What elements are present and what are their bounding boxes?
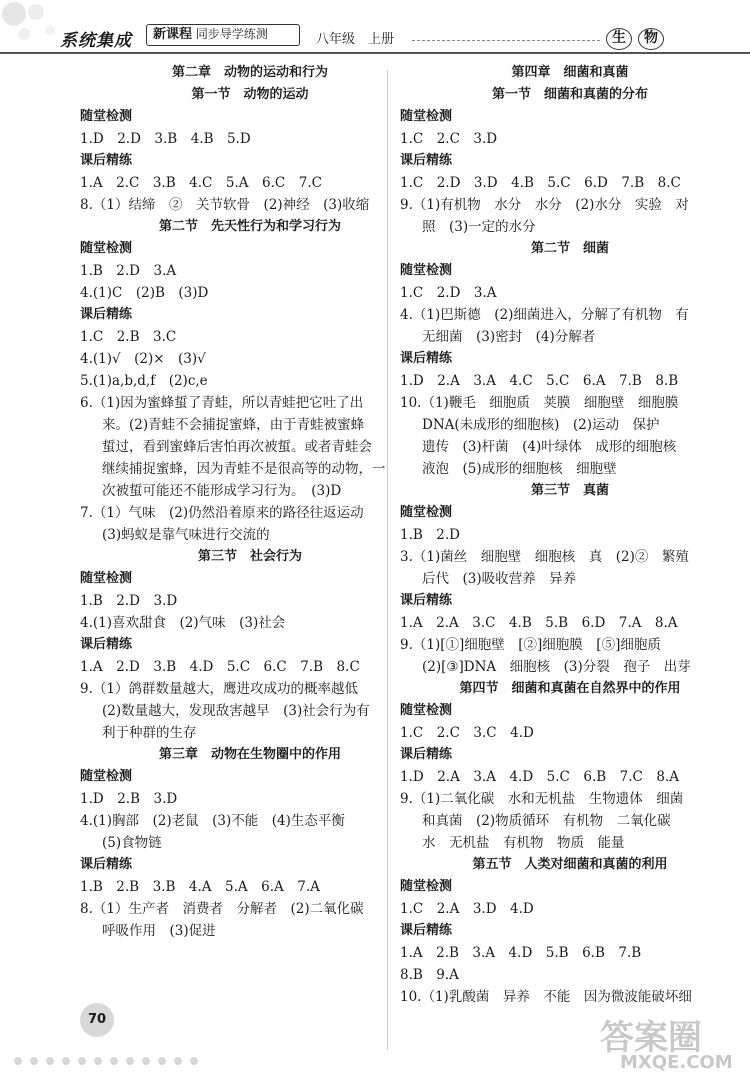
answer-line: 5.(1)a,b,d,f (2)c,e [80,373,208,389]
watermark-logo: 答案圈 [600,1018,702,1058]
answer-line: 1.C 2.D 3.D 4.B 5.C 6.D 7.B 8.C [400,175,681,191]
subsection-label: 课后精练 [80,307,133,322]
answer-line: 1.C 2.B 3.C [80,329,177,345]
subsection-label: 课后精练 [400,747,453,762]
answer-line: 3.（1)菌丝 细胞壁 细胞核 真 (2)② 繁殖 [400,549,689,565]
subsection-label: 随堂检测 [80,109,133,124]
subsection-label: 随堂检测 [400,879,453,894]
answer-line: 4.（1)巴斯德 (2)细菌进入，分解了有机物 有 [400,307,689,323]
answer-line-continued: 液泡 (5)成形的细胞核 细胞壁 [422,461,617,477]
section-heading: 第一节 细菌和真菌的分布 [491,87,648,102]
grade-label: 八年级 上册 [316,32,395,47]
answer-line-continued: 次被蜇可能还不能形成学习行为。 (3)D [102,483,342,499]
answer-line: 1.D 2.D 3.B 4.B 5.D [80,131,251,147]
answer-line: 1.C 2.A 3.D 4.D [400,901,534,917]
answer-line: 1.D 2.A 3.A 4.C 5.C 6.A 7.B 8.B [400,373,679,389]
subsection-label: 随堂检测 [400,703,453,718]
section-heading: 第四章 细菌和真菌 [511,65,629,80]
subsection-label: 课后精练 [400,351,453,366]
answer-column-left [80,62,420,942]
answer-line-continued: 蜇过，看到蜜蜂后害怕再次被蜇。或者青蛙会 [102,439,372,455]
subsection-label: 随堂检测 [400,505,453,520]
answer-line: 1.B 2.B 3.B 4.A 5.A 6.A 7.A [80,879,320,895]
series-title-rest: 同步导学练测 [195,27,268,41]
answer-line-continued: 来。(2)青蛙不会捕捉蜜蜂，由于青蛙被蜜蜂 [102,417,365,433]
subsection-label: 课后精练 [80,857,133,872]
series-title [146,24,300,46]
answer-line: 1.D 2.B 3.D [80,791,178,807]
answer-line-continued: 照 (3)一定的水分 [422,219,536,235]
subsection-label: 课后精练 [80,153,133,168]
answer-line-continued: (5)食物链 [102,835,162,851]
footer-decoration-icon [10,1050,230,1072]
brand-title: 系统集成 [60,31,132,51]
section-heading: 第二节 细菌 [530,241,609,256]
answer-line: 1.C 2.D 3.A [400,285,497,301]
subsection-label: 随堂检测 [400,109,453,124]
section-heading: 第二章 动物的运动和行为 [171,65,328,80]
answer-line: 1.A 2.B 3.A 4.D 5.B 6.B 7.B [400,945,642,961]
subsection-label: 随堂检测 [80,571,133,586]
answer-line: 4.(1)喜欢甜食 (2)气味 (3)社会 [80,615,286,631]
answer-line-continued: 利于种群的生存 [102,725,197,741]
answer-line: 8.B 9.A [400,967,459,983]
answer-line: 1.A 2.A 3.C 4.B 5.B 6.D 7.A 8.A [400,615,678,631]
page-header [0,0,750,58]
answer-line: 1.B 2.D [400,527,461,543]
answer-line: 4.(1)√ (2)× (3)√ [80,351,206,367]
subsection-label: 随堂检测 [400,263,453,278]
section-heading: 第一节 动物的运动 [191,87,309,102]
answer-line: 8.（1）结缔 ② 关节软骨 (2)神经 (3)收缩 [80,197,370,213]
answer-line: 1.C 2.C 3.C 4.D [400,725,534,741]
answer-line: 4.(1)胸部 (2)老鼠 (3)不能 (4)生态平衡 [80,813,345,829]
answer-line-continued: 遗传 (3)杆菌 (4)叶绿体 成形的细胞核 [422,439,677,455]
answer-line: 9.（1)[①]细胞壁 [②]细胞膜 [⑤]细胞质 [400,637,661,653]
answer-line: 1.B 2.D 3.A [80,263,177,279]
answer-line-continued: DNA(未成形的细胞核) (2)运动 保护 [422,417,660,433]
answer-line-continued: 水 无机盐 有机物 物质 能量 [422,835,625,851]
subsection-label: 课后精练 [400,593,453,608]
subsection-label: 随堂检测 [80,769,133,784]
subsection-label: 课后精练 [400,923,453,938]
decorative-circles-icon [0,0,60,50]
page-number: 70 [80,1003,114,1037]
answer-line-continued: 继续捕捉蜜蜂，因为青蛙不是很高等的动物，一 [102,461,386,477]
series-title-bold: 新课程 [153,27,193,42]
answer-line: 6.（1)因为蜜蜂蜇了青蛙，所以青蛙把它吐了出 [80,395,364,411]
answer-line: 9.（1)二氧化碳 水和无机盐 生物遗体 细菌 [400,791,684,807]
section-heading: 第三节 真菌 [530,483,609,498]
answer-line-continued: (3)蚂蚁是靠气味进行交流的 [102,527,270,543]
header-dash-divider [412,40,600,41]
answer-line-continued: 和真菌 (2)物质循环 有机物 二氧化碳 [422,813,671,829]
answer-line: 10.（1)乳酸菌 异养 不能 因为微波能破坏细 [400,989,692,1005]
subject-char-2: 物 [638,28,664,50]
answer-line-continued: 后代 (3)吸收营养 异养 [422,571,577,587]
answer-line: 1.B 2.D 3.D [80,593,178,609]
answer-line-continued: 无细菌 (3)密封 (4)分解者 [422,329,596,345]
section-heading: 第二节 先天性行为和学习行为 [158,219,341,234]
answer-line-continued: 呼吸作用 (3)促进 [102,923,216,939]
subsection-label: 课后精练 [80,637,133,652]
answer-line: 10.（1)鞭毛 细胞质 荚膜 细胞壁 细胞膜 [400,395,679,411]
section-heading: 第四节 细菌和真菌在自然界中的作用 [459,681,681,696]
subject-char-1: 生 [606,28,632,50]
answer-line: 9.（1）鸽群数量越大，鹰进攻成功的概率越低 [80,681,358,697]
section-heading: 第三章 动物在生物圈中的作用 [158,747,341,762]
answer-column-right [400,62,740,1008]
header-rule [0,52,750,54]
section-heading: 第五节 人类对细菌和真菌的利用 [472,857,668,872]
answer-line-continued: (2)[③]DNA 细胞核 (3)分裂 孢子 出芽 [422,659,691,675]
answer-line: 1.A 2.C 3.B 4.C 5.A 6.C 7.C [80,175,322,191]
subject-label [606,28,670,50]
subsection-label: 课后精练 [400,153,453,168]
answer-line-continued: (2)数量越大，发现敌害越早 (3)社会行为有 [102,703,370,719]
answer-line: 9.（1)有机物 水分 水分 (2)水分 实验 对 [400,197,689,213]
section-heading: 第三节 社会行为 [197,549,302,564]
answer-line: 1.C 2.C 3.D [400,131,498,147]
answer-line: 8.（1）生产者 消费者 分解者 (2)二氧化碳 [80,901,364,917]
answer-line: 1.A 2.D 3.B 4.D 5.C 6.C 7.B 8.C [80,659,360,675]
answer-line: 1.D 2.A 3.A 4.D 5.C 6.B 7.C 8.A [400,769,680,785]
answer-line: 7.（1）气味 (2)仍然沿着原来的路径往返运动 [80,505,364,521]
subsection-label: 随堂检测 [80,241,133,256]
answer-line: 4.(1)C (2)B (3)D [80,285,209,301]
watermark-url: MXQE.COM [620,1052,733,1073]
